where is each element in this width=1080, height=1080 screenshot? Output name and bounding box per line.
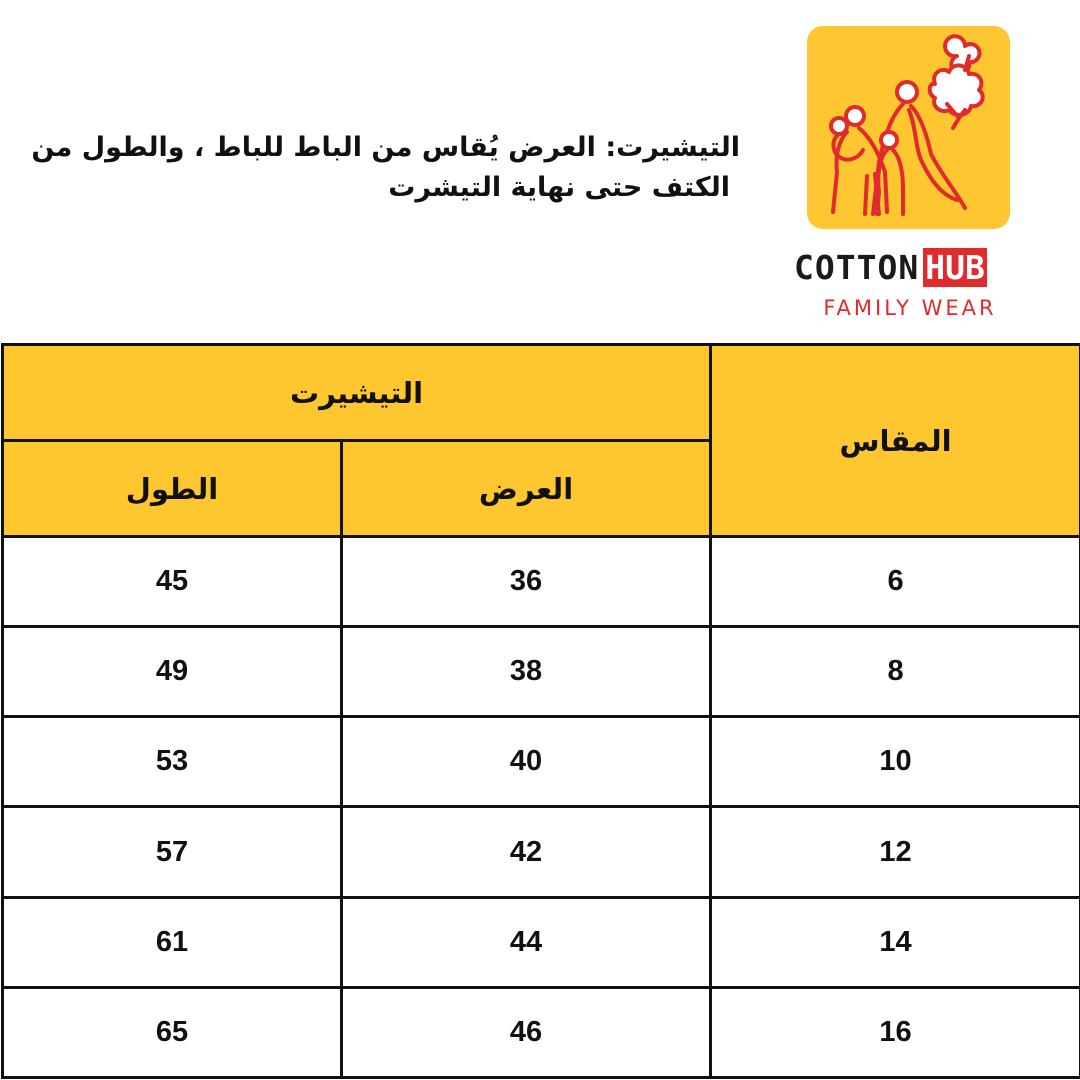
instruction-line-2: الكتف حتى نهاية التيشرت xyxy=(388,172,730,203)
width-cell: 36 xyxy=(342,537,711,627)
brand-logo xyxy=(790,24,1030,324)
length-cell: 45 xyxy=(3,537,342,627)
width-cell: 44 xyxy=(342,897,711,987)
width-cell: 40 xyxy=(342,717,711,807)
instruction-line-1: التيشيرت: العرض يُقاس من الباط للباط ، والطول من xyxy=(31,132,740,163)
logo-tile xyxy=(807,26,1010,229)
size-chart-table xyxy=(1,343,1080,1079)
width-cell: 46 xyxy=(342,987,711,1077)
brand-name-main: COTTON xyxy=(794,248,920,287)
table-row xyxy=(3,717,1080,807)
size-cell: 16 xyxy=(711,987,1080,1077)
length-cell: 57 xyxy=(3,807,342,897)
width-header: العرض xyxy=(342,441,711,537)
size-cell: 8 xyxy=(711,627,1080,717)
size-cell: 10 xyxy=(711,717,1080,807)
length-cell: 49 xyxy=(3,627,342,717)
size-header: المقاس xyxy=(711,345,1080,537)
table-row xyxy=(3,537,1080,627)
size-cell: 6 xyxy=(711,537,1080,627)
width-cell: 38 xyxy=(342,627,711,717)
table-row xyxy=(3,627,1080,717)
table-row xyxy=(3,807,1080,897)
length-header: الطول xyxy=(3,441,342,537)
measurement-instructions xyxy=(20,128,740,208)
brand-name-accent: HUB xyxy=(925,248,985,287)
length-cell: 65 xyxy=(3,987,342,1077)
table-header-row xyxy=(3,345,1080,441)
brand-tagline: FAMILY WEAR xyxy=(823,296,997,320)
length-cell: 53 xyxy=(3,717,342,807)
brand-name xyxy=(794,248,1030,287)
size-cell: 12 xyxy=(711,807,1080,897)
family-cotton-icon xyxy=(807,26,1010,229)
table-row xyxy=(3,987,1080,1077)
size-cell: 14 xyxy=(711,897,1080,987)
width-cell: 42 xyxy=(342,807,711,897)
length-cell: 61 xyxy=(3,897,342,987)
table-row xyxy=(3,897,1080,987)
tshirt-group-header: التيشيرت xyxy=(3,345,711,441)
